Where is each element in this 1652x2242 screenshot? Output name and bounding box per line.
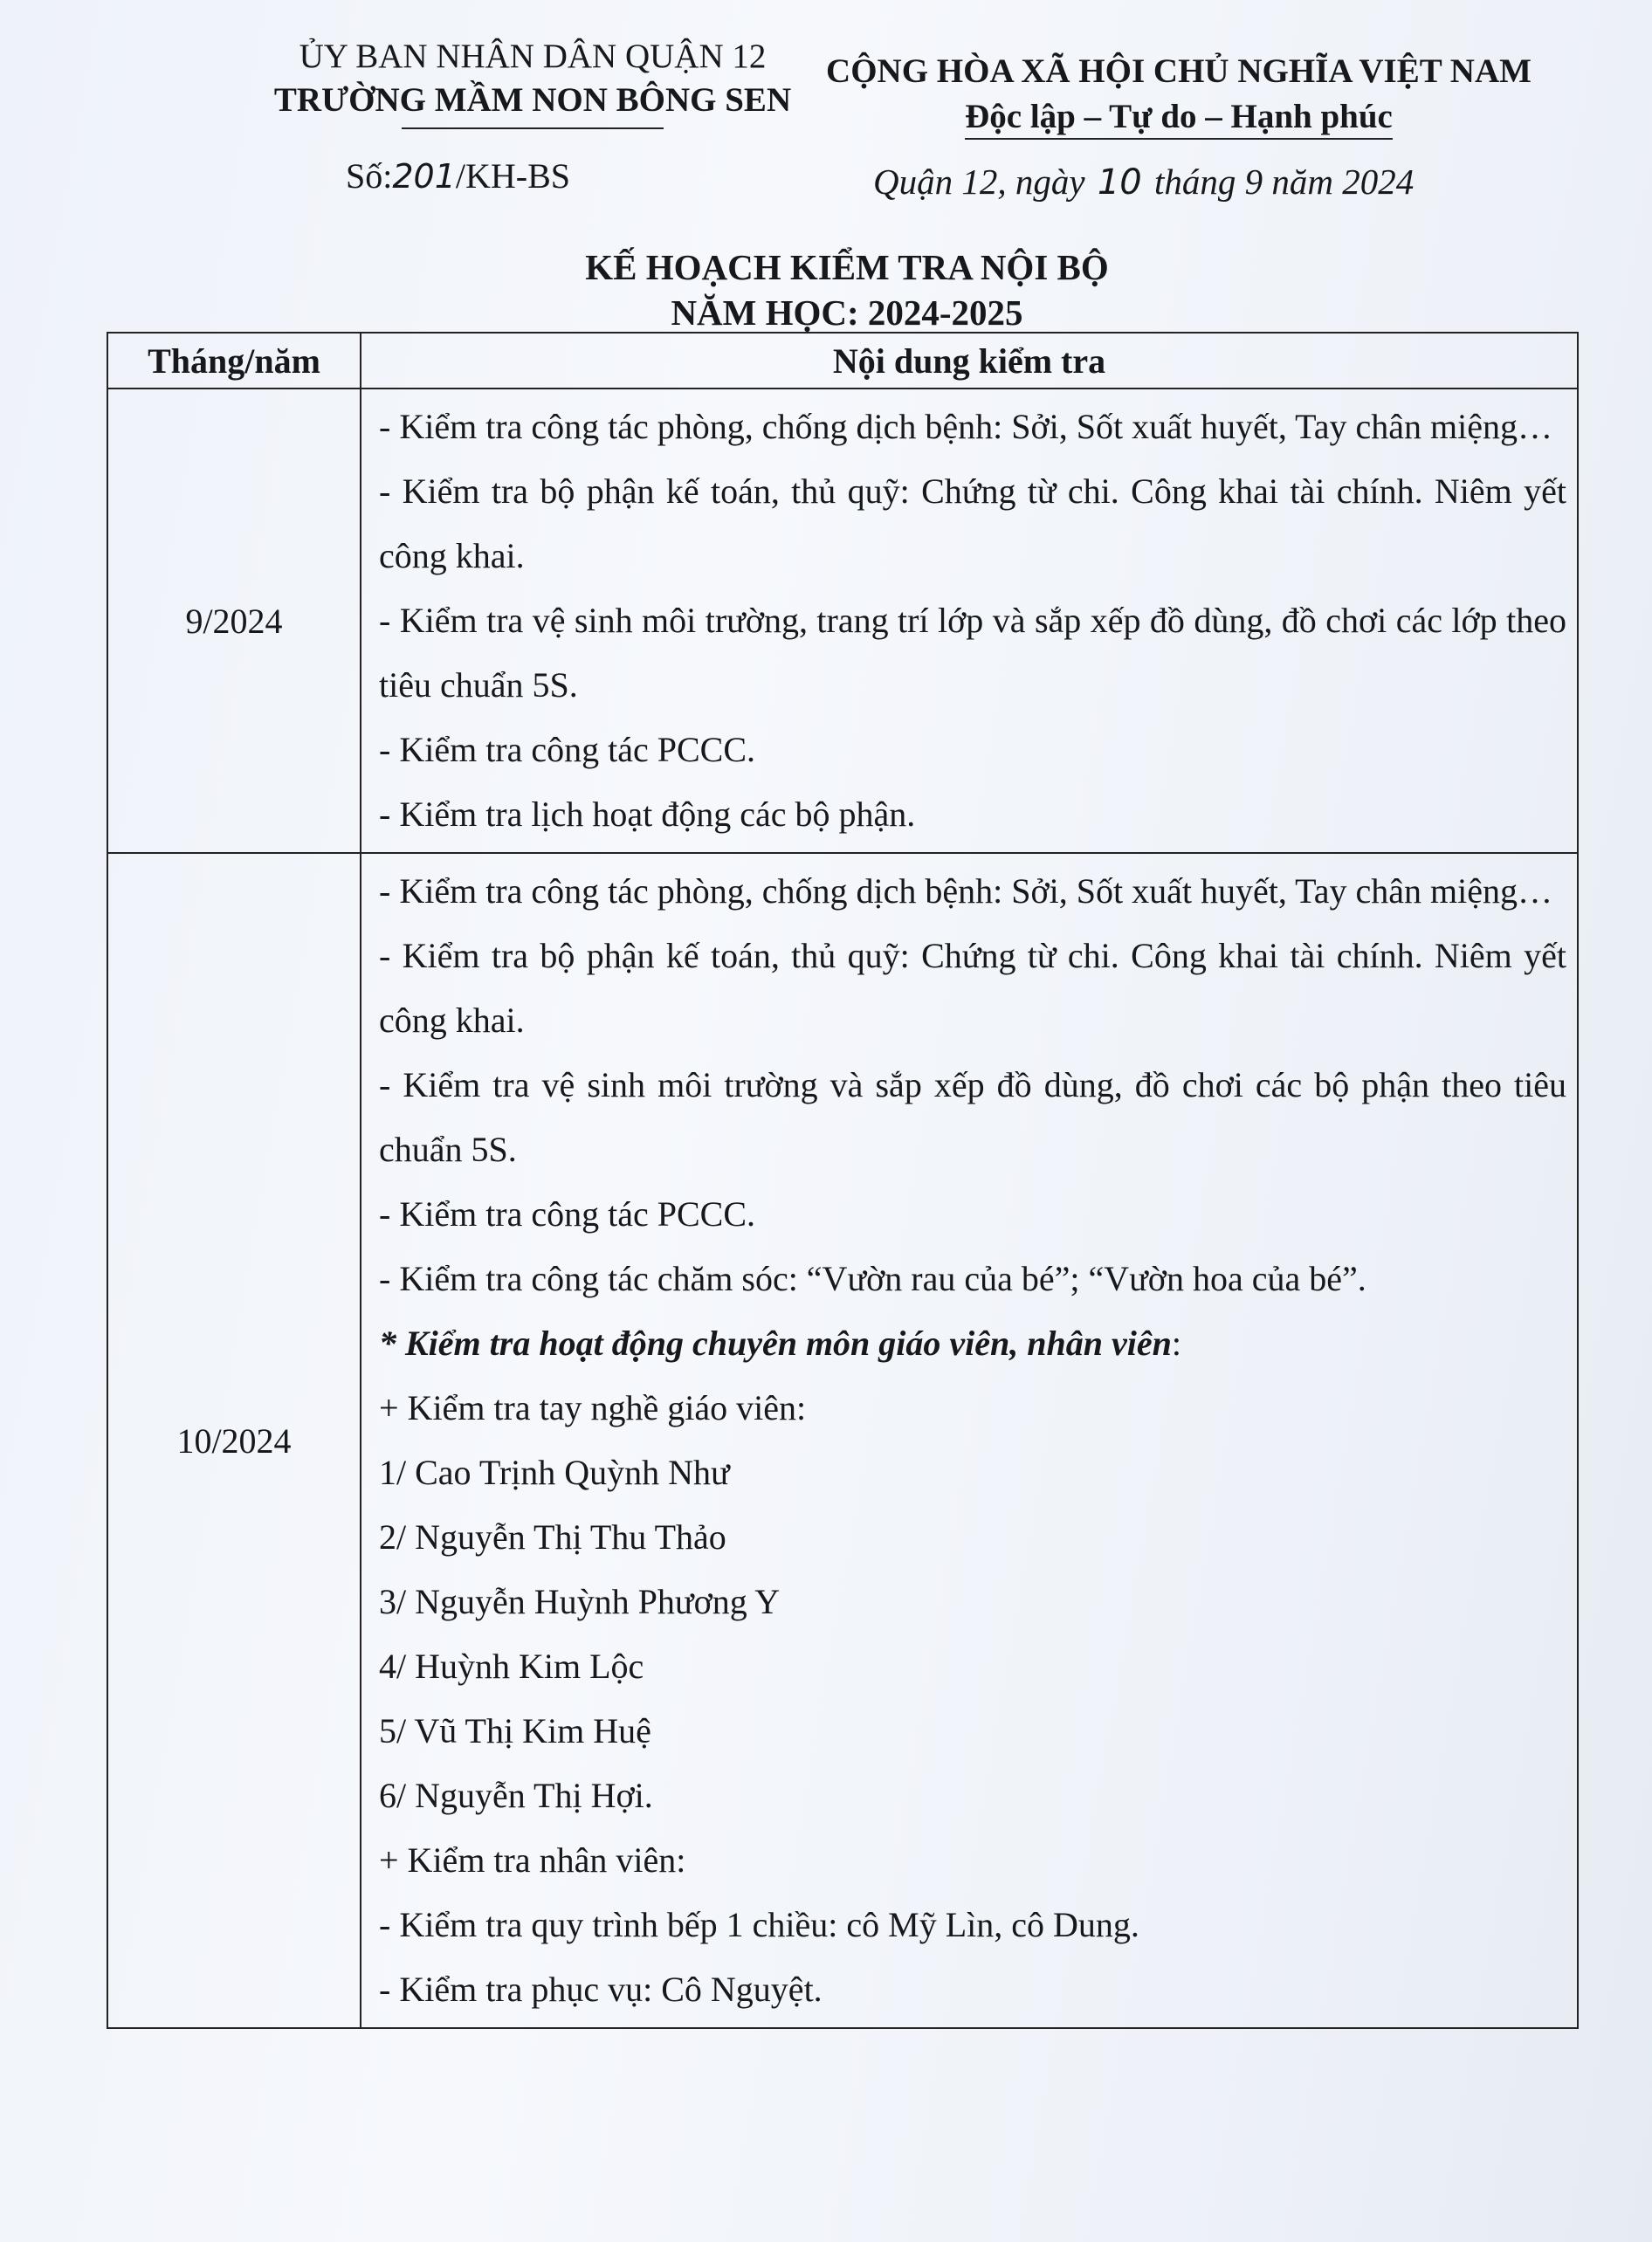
national-heading	[812, 49, 1545, 140]
content-cell	[361, 389, 1578, 853]
list-item: - Kiểm tra lịch hoạt động các bộ phận.	[379, 794, 916, 834]
title-line-2: NĂM HỌC: 2024-2025	[671, 292, 1023, 333]
column-header-month: Tháng/năm	[107, 333, 361, 389]
doc-number-suffix: /KH-BS	[455, 156, 571, 196]
content-cell	[361, 853, 1578, 2028]
list-item: 1/ Cao Trịnh Quỳnh Như	[379, 1453, 730, 1492]
table-header-row	[107, 333, 1578, 389]
teacher-heading: + Kiểm tra tay nghề giáo viên:	[379, 1388, 807, 1427]
list-item: - Kiểm tra công tác chăm sóc: “Vườn rau của bé”; “Vườn hoa của bé”.	[379, 1259, 1366, 1298]
school-name: TRƯỜNG MẦM NON BÔNG SEN	[273, 81, 792, 119]
title-line-1: KẾ HOẠCH KIỂM TRA NỘI BỘ	[585, 247, 1109, 287]
document-title	[262, 244, 1432, 335]
list-item: 3/ Nguyễn Huỳnh Phương Y	[379, 1582, 781, 1621]
month-cell: 9/2024	[107, 389, 361, 853]
list-item: 2/ Nguyễn Thị Thu Thảo	[379, 1517, 726, 1557]
staff-heading: + Kiểm tra nhân viên:	[379, 1840, 686, 1880]
list-item: - Kiểm tra bộ phận kế toán, thủ quỹ: Chứng từ chi. Công khai tài chính. Niêm yết công khai.	[379, 936, 1566, 1040]
list-item: 5/ Vũ Thị Kim Huệ	[379, 1711, 651, 1750]
column-header-content: Nội dung kiểm tra	[361, 333, 1578, 389]
list-item: - Kiểm tra công tác PCCC.	[379, 1194, 756, 1234]
section-heading-colon: :	[1171, 1324, 1182, 1363]
list-item: - Kiểm tra phục vụ: Cô Nguyệt.	[379, 1970, 823, 2009]
table-row	[107, 853, 1578, 2028]
date-day-handwritten: 10	[1097, 162, 1142, 203]
school-underline	[402, 127, 664, 129]
month-cell: 10/2024	[107, 853, 361, 2028]
list-item: 4/ Huỳnh Kim Lộc	[379, 1647, 644, 1686]
list-item: - Kiểm tra quy trình bếp 1 chiều: cô Mỹ Lìn, cô Dung.	[379, 1905, 1139, 1944]
date-suffix: tháng 9 năm 2024	[1153, 162, 1415, 202]
list-item: - Kiểm tra công tác phòng, chống dịch bệnh: Sởi, Sốt xuất huyết, Tay chân miệng…	[379, 407, 1553, 446]
doc-number-handwritten: 201	[392, 157, 456, 196]
doc-number-prefix: Số:	[346, 156, 393, 196]
date-prefix: Quận 12, ngày	[873, 162, 1085, 202]
list-item: - Kiểm tra công tác PCCC.	[379, 730, 756, 769]
list-item: - Kiểm tra vệ sinh môi trường và sắp xếp đồ dùng, đồ chơi các bộ phận theo tiêu chuẩn 5S.	[379, 1065, 1566, 1169]
section-heading	[379, 1311, 1566, 1376]
republic-name: CỘNG HÒA XÃ HỘI CHỦ NGHĨA VIỆT NAM	[826, 52, 1532, 90]
inspection-plan-table	[107, 332, 1579, 2029]
list-item: - Kiểm tra bộ phận kế toán, thủ quỹ: Chứng từ chi. Công khai tài chính. Niêm yết công khai.	[379, 471, 1566, 575]
list-item: - Kiểm tra công tác phòng, chống dịch bệnh: Sởi, Sốt xuất huyết, Tay chân miệng…	[379, 871, 1553, 911]
list-item: - Kiểm tra vệ sinh môi trường, trang trí lớp và sắp xếp đồ dùng, đồ chơi các lớp theo tiêu chuẩn 5S.	[379, 601, 1566, 705]
table-row	[107, 389, 1578, 853]
list-item: 6/ Nguyễn Thị Hợi.	[379, 1776, 653, 1815]
issuer-block	[262, 35, 803, 129]
date-line	[873, 161, 1414, 203]
document-number	[346, 155, 570, 196]
national-motto: Độc lập – Tự do – Hạnh phúc	[965, 96, 1393, 140]
section-heading-text: * Kiểm tra hoạt động chuyên môn giáo viên, nhân viên	[379, 1324, 1172, 1363]
authority-name: ỦY BAN NHÂN DÂN QUẬN 12	[299, 38, 767, 75]
